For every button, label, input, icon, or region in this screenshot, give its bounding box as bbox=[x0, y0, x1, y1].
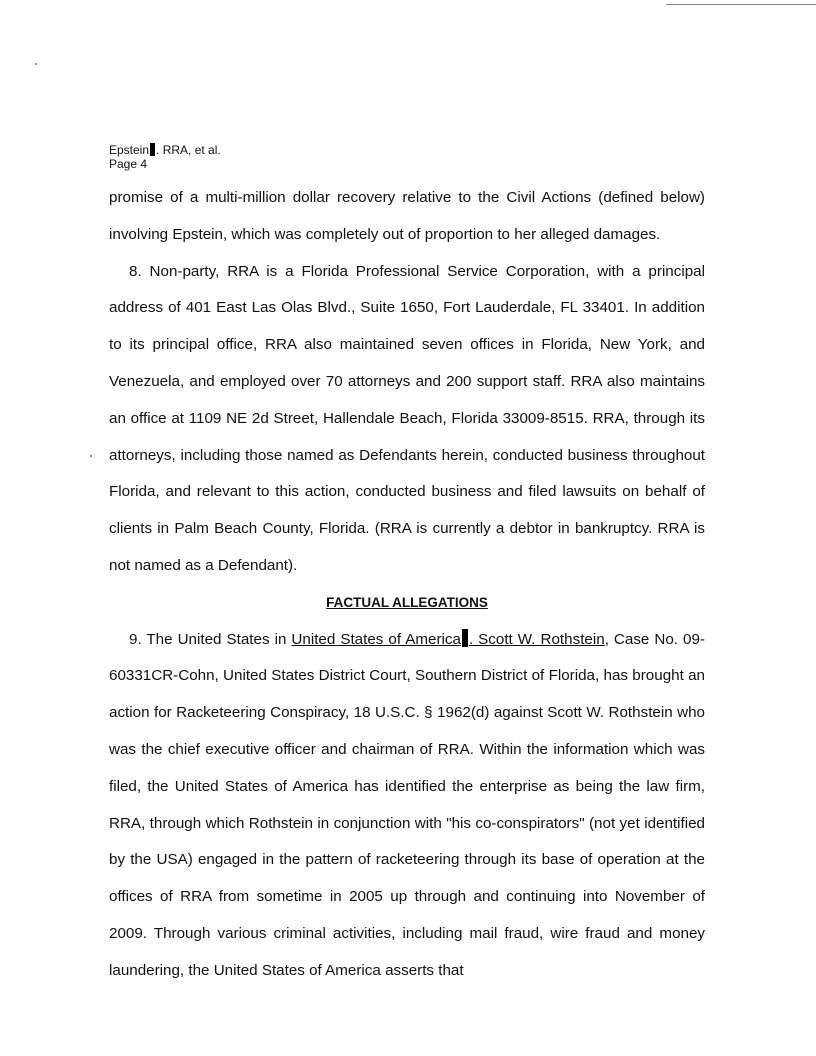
paragraph-continued: promise of a multi-million dollar recovery relative to the Civil Actions (defined below) involving Epstein, which was completely out of proportion to her alleged damages. bbox=[109, 189, 705, 243]
caption-left: Epstein bbox=[109, 143, 150, 157]
page-header bbox=[109, 143, 221, 171]
scan-speck bbox=[35, 63, 37, 65]
redaction-mark bbox=[462, 629, 468, 647]
section-heading: FACTUAL ALLEGATIONS bbox=[326, 594, 488, 610]
paragraph-8: 8. Non-party, RRA is a Florida Professional Service Corporation, with a principal address of 401 East Las Olas Blvd., Suite 1650, Fort Lauderdale, FL 33401. In addition to its principal office, RRA also maintained seven offices in Florida, New York, and Venezuela, and employed over 70 attorneys and 200 support staff. RRA also maintains an office at 1109 NE 2d Street, Hallendale Beach, Florida 33009-8515. RRA, through its attorneys, including those named as Defendants herein, conducted business throughout Florida, and relevant to this action, conducted business and filed lawsuits on behalf of clients in Palm Beach County, Florida. (RRA is currently a debtor in bankruptcy. RRA is not named as a Defendant). bbox=[109, 262, 705, 574]
page-number: Page 4 bbox=[109, 157, 148, 171]
case-name-part-a: United States of America bbox=[291, 630, 461, 648]
scan-speck bbox=[90, 455, 92, 457]
scan-edge-rule bbox=[666, 4, 816, 5]
case-caption bbox=[109, 143, 221, 157]
case-name-part-b: . Scott W. Rothstein bbox=[468, 630, 605, 648]
document-body bbox=[109, 180, 705, 990]
paragraph-9-body: , Case No. 09-60331CR-Cohn, United States District Court, Southern District of Florida, has brought an action for Racketeering Conspiracy, 18 U.S.C. § 1962(d) against Scott W. Rothstein who was the chief executive officer and chairman of RRA. Within the information which was filed, the United States of America has identified the enterprise as being the law firm, RRA, through which Rothstein in conjunction with "his co-conspirators" (not yet identified by the USA) engaged in the pattern of racketeering through its base of operation at the offices of RRA from sometime in 2005 up through and continuing into November of 2009. Through various criminal activities, including mail fraud, wire fraud and money laundering, the United States of America asserts that bbox=[109, 630, 705, 979]
caption-right: . RRA, et al. bbox=[156, 143, 221, 157]
redaction-mark bbox=[150, 143, 155, 156]
paragraph-9-lead: 9. The United States in bbox=[129, 630, 292, 648]
paragraph-9 bbox=[109, 622, 705, 990]
